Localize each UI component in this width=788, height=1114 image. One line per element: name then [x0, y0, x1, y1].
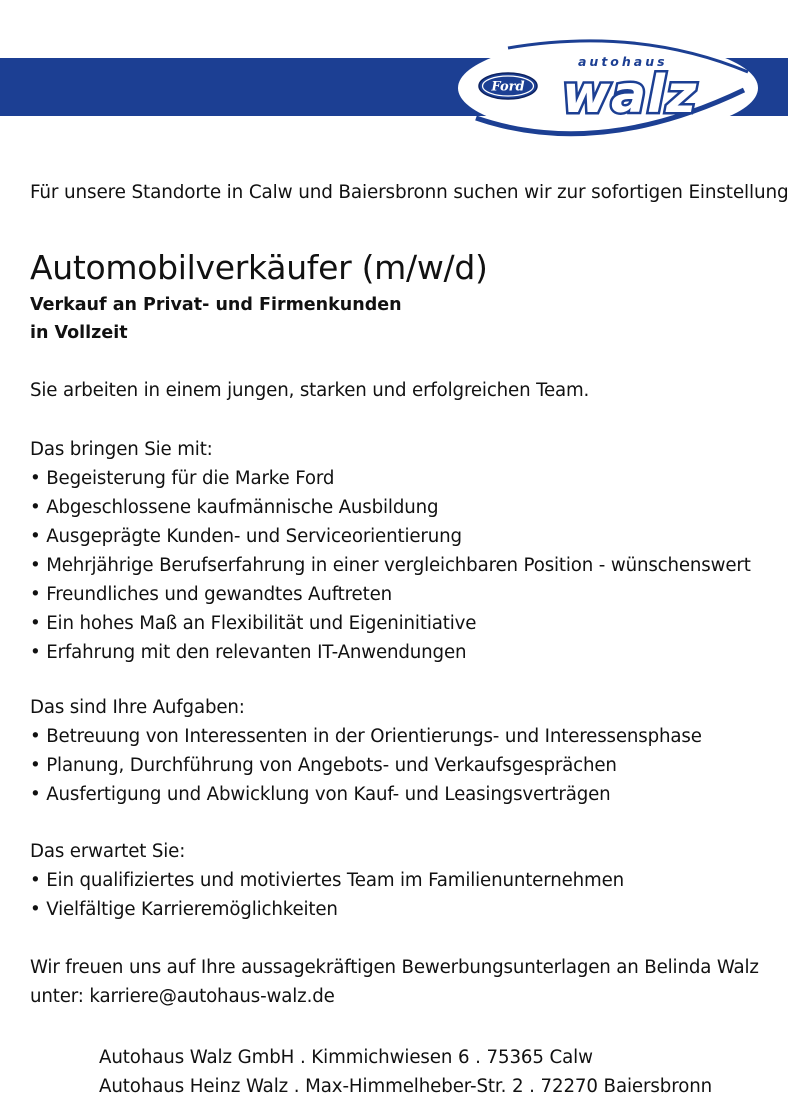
tasks-heading: Das sind Ihre Aufgaben:	[30, 697, 245, 718]
job-subtitle-fulltime: in Vollzeit	[30, 323, 128, 343]
intro-text: Für unsere Standorte in Calw und Baiersbronn suchen wir zur sofortigen Einstellung	[30, 182, 788, 203]
walz-label: walz	[562, 65, 698, 125]
logo-graphic	[448, 32, 768, 150]
ford-oval-icon	[479, 73, 537, 99]
contact-email: unter: karriere@autohaus-walz.de	[30, 986, 335, 1007]
autohaus-label: autohaus	[578, 54, 668, 69]
list-item: • Ausfertigung und Abwicklung von Kauf- und Leasingsverträgen	[30, 780, 702, 809]
list-item: • Ein qualifiziertes und motiviertes Team im Familienunternehmen	[30, 866, 624, 895]
offer-list	[30, 866, 624, 924]
list-item: • Betreuung von Interessenten in der Orientierungs- und Interessensphase	[30, 722, 702, 751]
job-subtitle-employment: Verkauf an Privat- und Firmenkunden	[30, 295, 402, 315]
tasks-list	[30, 722, 702, 809]
requirements-list	[30, 464, 751, 667]
list-item: • Vielfältige Karrieremöglichkeiten	[30, 895, 624, 924]
autohaus-walz-logo	[448, 32, 768, 150]
list-item: • Freundliches und gewandtes Auftreten	[30, 580, 751, 609]
list-item: • Planung, Durchführung von Angebots- und Verkaufsgesprächen	[30, 751, 702, 780]
address-baiersbronn: Autohaus Heinz Walz . Max-Himmelheber-Str. 2 . 72270 Baiersbronn	[99, 1076, 713, 1097]
ford-label: Ford	[491, 79, 525, 95]
address-calw: Autohaus Walz GmbH . Kimmichwiesen 6 . 75365 Calw	[99, 1047, 593, 1068]
closing-text: Wir freuen uns auf Ihre aussagekräftigen Bewerbungsunterlagen an Belinda Walz	[30, 957, 759, 978]
list-item: • Mehrjährige Berufserfahrung in einer vergleichbaren Position - wünschenswert	[30, 551, 751, 580]
requirements-heading: Das bringen Sie mit:	[30, 439, 213, 460]
offer-heading: Das erwartet Sie:	[30, 841, 186, 862]
list-item: • Begeisterung für die Marke Ford	[30, 464, 751, 493]
job-title: Automobilverkäufer (m/w/d)	[30, 248, 488, 287]
list-item: • Erfahrung mit den relevanten IT-Anwendungen	[30, 638, 751, 667]
list-item: • Ein hohes Maß an Flexibilität und Eigeninitiative	[30, 609, 751, 638]
team-text: Sie arbeiten in einem jungen, starken und erfolgreichen Team.	[30, 380, 590, 401]
list-item: • Abgeschlossene kaufmännische Ausbildung	[30, 493, 751, 522]
list-item: • Ausgeprägte Kunden- und Serviceorientierung	[30, 522, 751, 551]
